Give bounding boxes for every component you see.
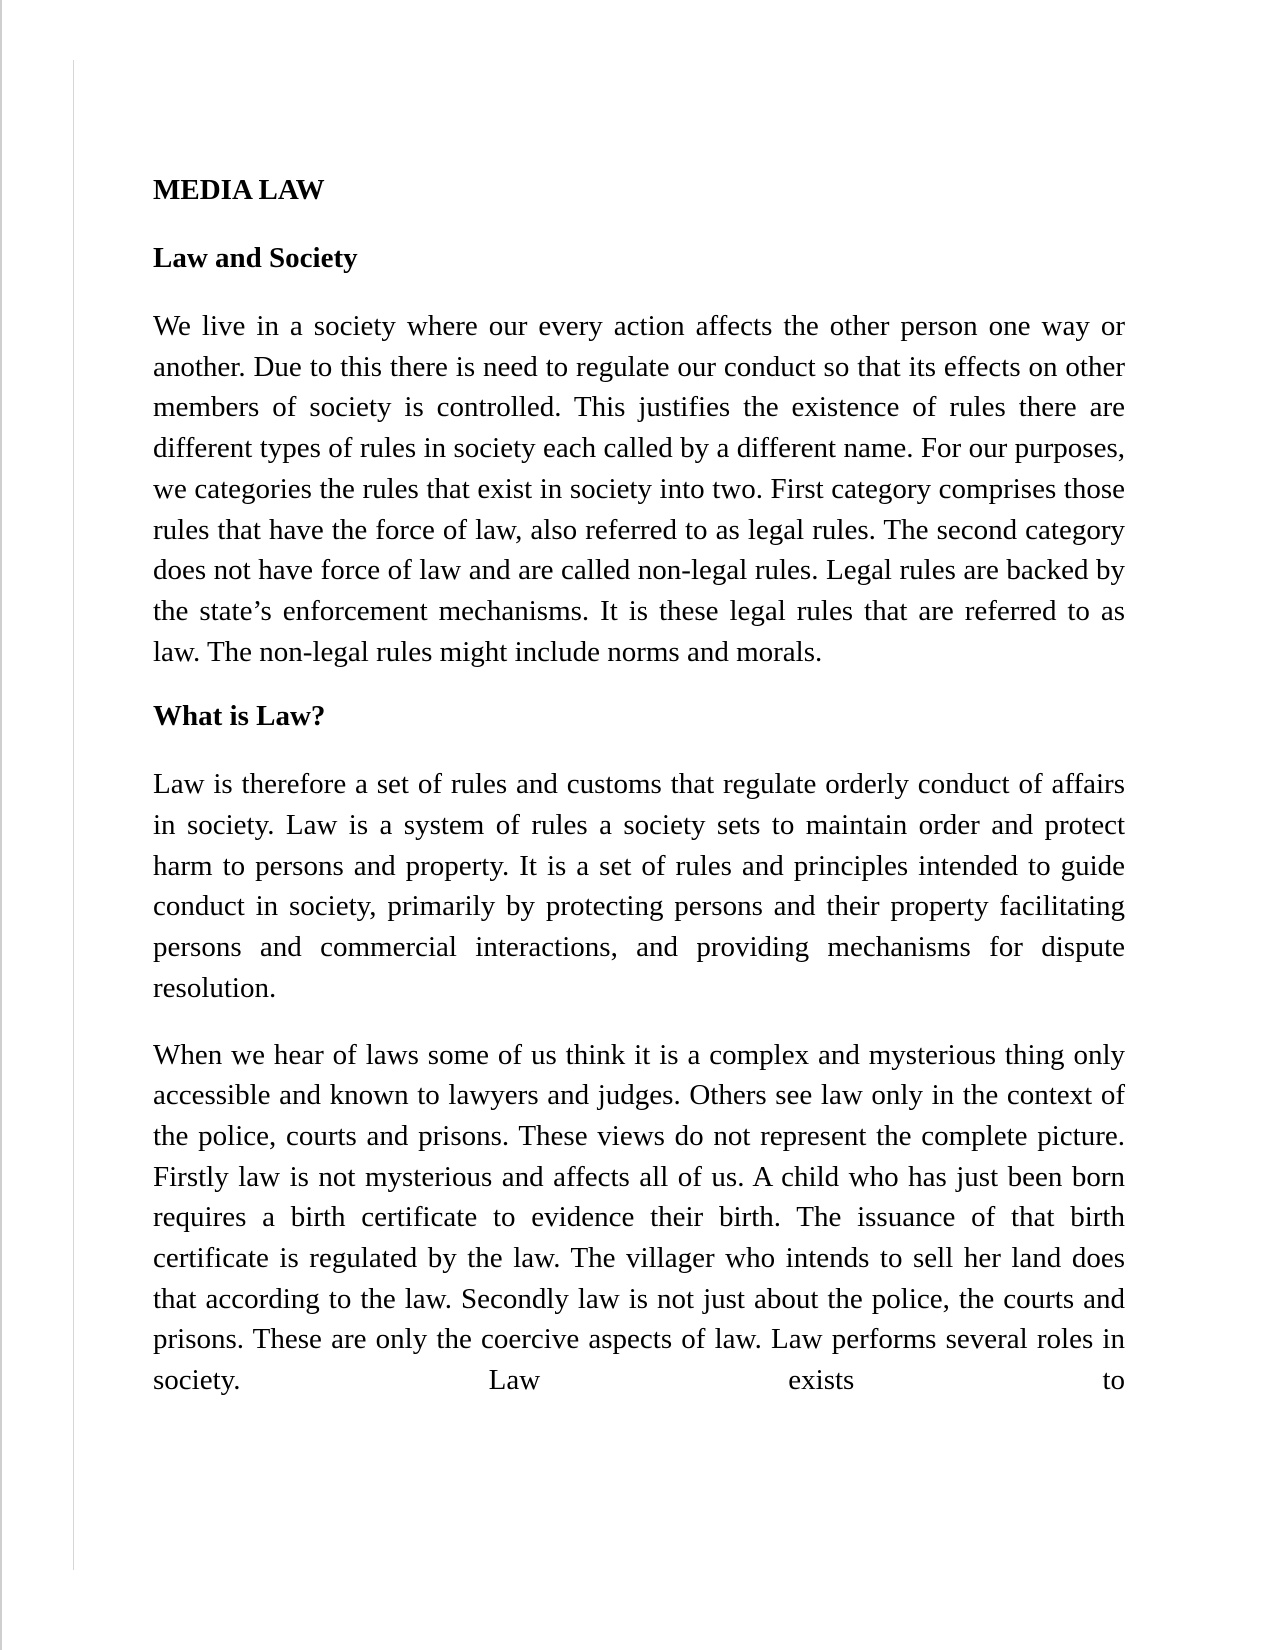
- page-edge: [0, 0, 2, 1650]
- section-heading-law-and-society: Law and Society: [153, 242, 358, 274]
- document-body: [153, 172, 1125, 1401]
- paragraph-law-definition: Law is therefore a set of rules and customs that regulate orderly conduct of affairs in society. Law is a system of rules a society sets to maintain order and protect harm to persons and property. It is a set of rules and principles intended to guide conduct in society, primarily by protecting persons and their property facilitating persons and commercial interactions, and providing mechanisms for dispute resolution.: [153, 768, 1125, 1004]
- page-margin-line: [73, 60, 74, 1570]
- section-heading-what-is-law: What is Law?: [153, 700, 326, 733]
- document-title: MEDIA LAW: [153, 174, 325, 206]
- paragraph-perceptions-of-law: When we hear of laws some of us think it is a complex and mysterious thing only accessible and known to lawyers and judges. Others see law only in the context of the police, courts and prisons. These views do not represent the complete picture. Firstly law is not mysterious and affects all of us. A child who has just been born requires a birth certificate to evidence their birth. The issuance of that birth certificate is regulated by the law. The villager who intends to sell her land does that according to the law. Secondly law is not just about the police, the courts and prisons. These are only the coercive aspects of law. Law performs several roles in society. Law exists to: [153, 1038, 1125, 1397]
- paragraph-law-and-society: We live in a society where our every action affects the other person one way or another. Due to this there is need to regulate our conduct so that its effects on other members of society is controlled. This justifies the existence of rules there are different types of rules in society each called by a different name. For our purposes, we categories the rules that exist in society into two. First category comprises those rules that have the force of law, also referred to as legal rules. The second category does not have force of law and are called non-legal rules. Legal rules are backed by the state’s enforcement mechanisms. It is these legal rules that are referred to as law. The non-legal rules might include norms and morals.: [153, 310, 1125, 668]
